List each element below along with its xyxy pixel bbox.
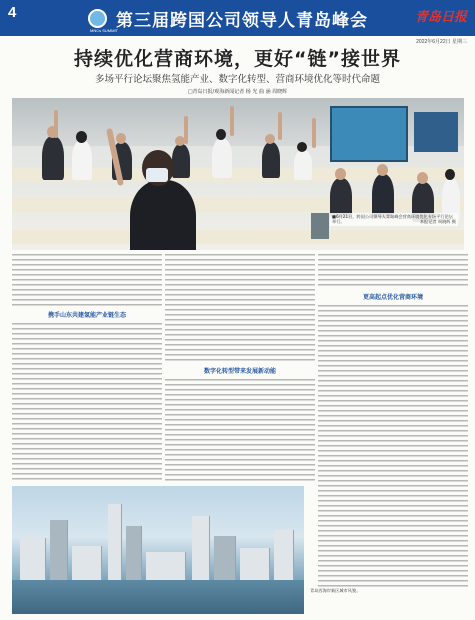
- inset-photo: [311, 213, 329, 239]
- video-screen: [330, 106, 408, 162]
- column-subhead-1: 携手山东共建氢能产业链生态: [47, 312, 126, 319]
- body-text-block: [318, 254, 468, 288]
- body-text-block: [165, 379, 315, 483]
- summit-logo-icon: [88, 9, 107, 28]
- body-text-block: [12, 254, 162, 306]
- column-subhead-2: 数字化转型带来发展新动能: [203, 368, 276, 375]
- body-text-block: [165, 254, 315, 362]
- photo-credit: 本报记者 周晓辉 摄: [419, 219, 456, 225]
- newspaper-masthead: 青岛日报: [414, 10, 467, 25]
- article-subheadline: 多场平行论坛聚焦氢能产业、数字化转型、营商环境优化等时代命题: [94, 74, 380, 85]
- forum-photo: [12, 98, 464, 250]
- section-header: [0, 0, 475, 36]
- logo-caption: MNCs SUMMIT: [90, 28, 118, 33]
- waterfront: [12, 580, 304, 614]
- page-number: 4: [8, 4, 17, 21]
- body-text-block: [12, 323, 162, 483]
- article-headline: 持续优化营商环境，更好“链”接世界: [74, 48, 401, 70]
- article-column-3: [318, 254, 468, 587]
- photo-caption-bottom: 青岛西海岸新区城市风貌。: [310, 588, 361, 593]
- section-title: 第三届跨国公司领导人青岛峰会: [116, 11, 368, 31]
- dateline: 2022年6月22日 星期三: [416, 39, 467, 45]
- city-skyline-photo: [12, 486, 304, 614]
- body-text-block: [318, 305, 468, 587]
- article-byline: □青岛日报/观海新闻记者 杨 光 曲 涵 周晓辉: [187, 89, 288, 95]
- photo-caption-top: ■6月21日，跨国公司领导人青岛峰会营商环境优化专场平行论坛举行。 本报记者 周晓辉 摄: [332, 214, 456, 225]
- article-column-1: [12, 254, 162, 483]
- article-column-2: [165, 254, 315, 483]
- column-subhead-3: 更高起点优化营商环境: [362, 294, 423, 301]
